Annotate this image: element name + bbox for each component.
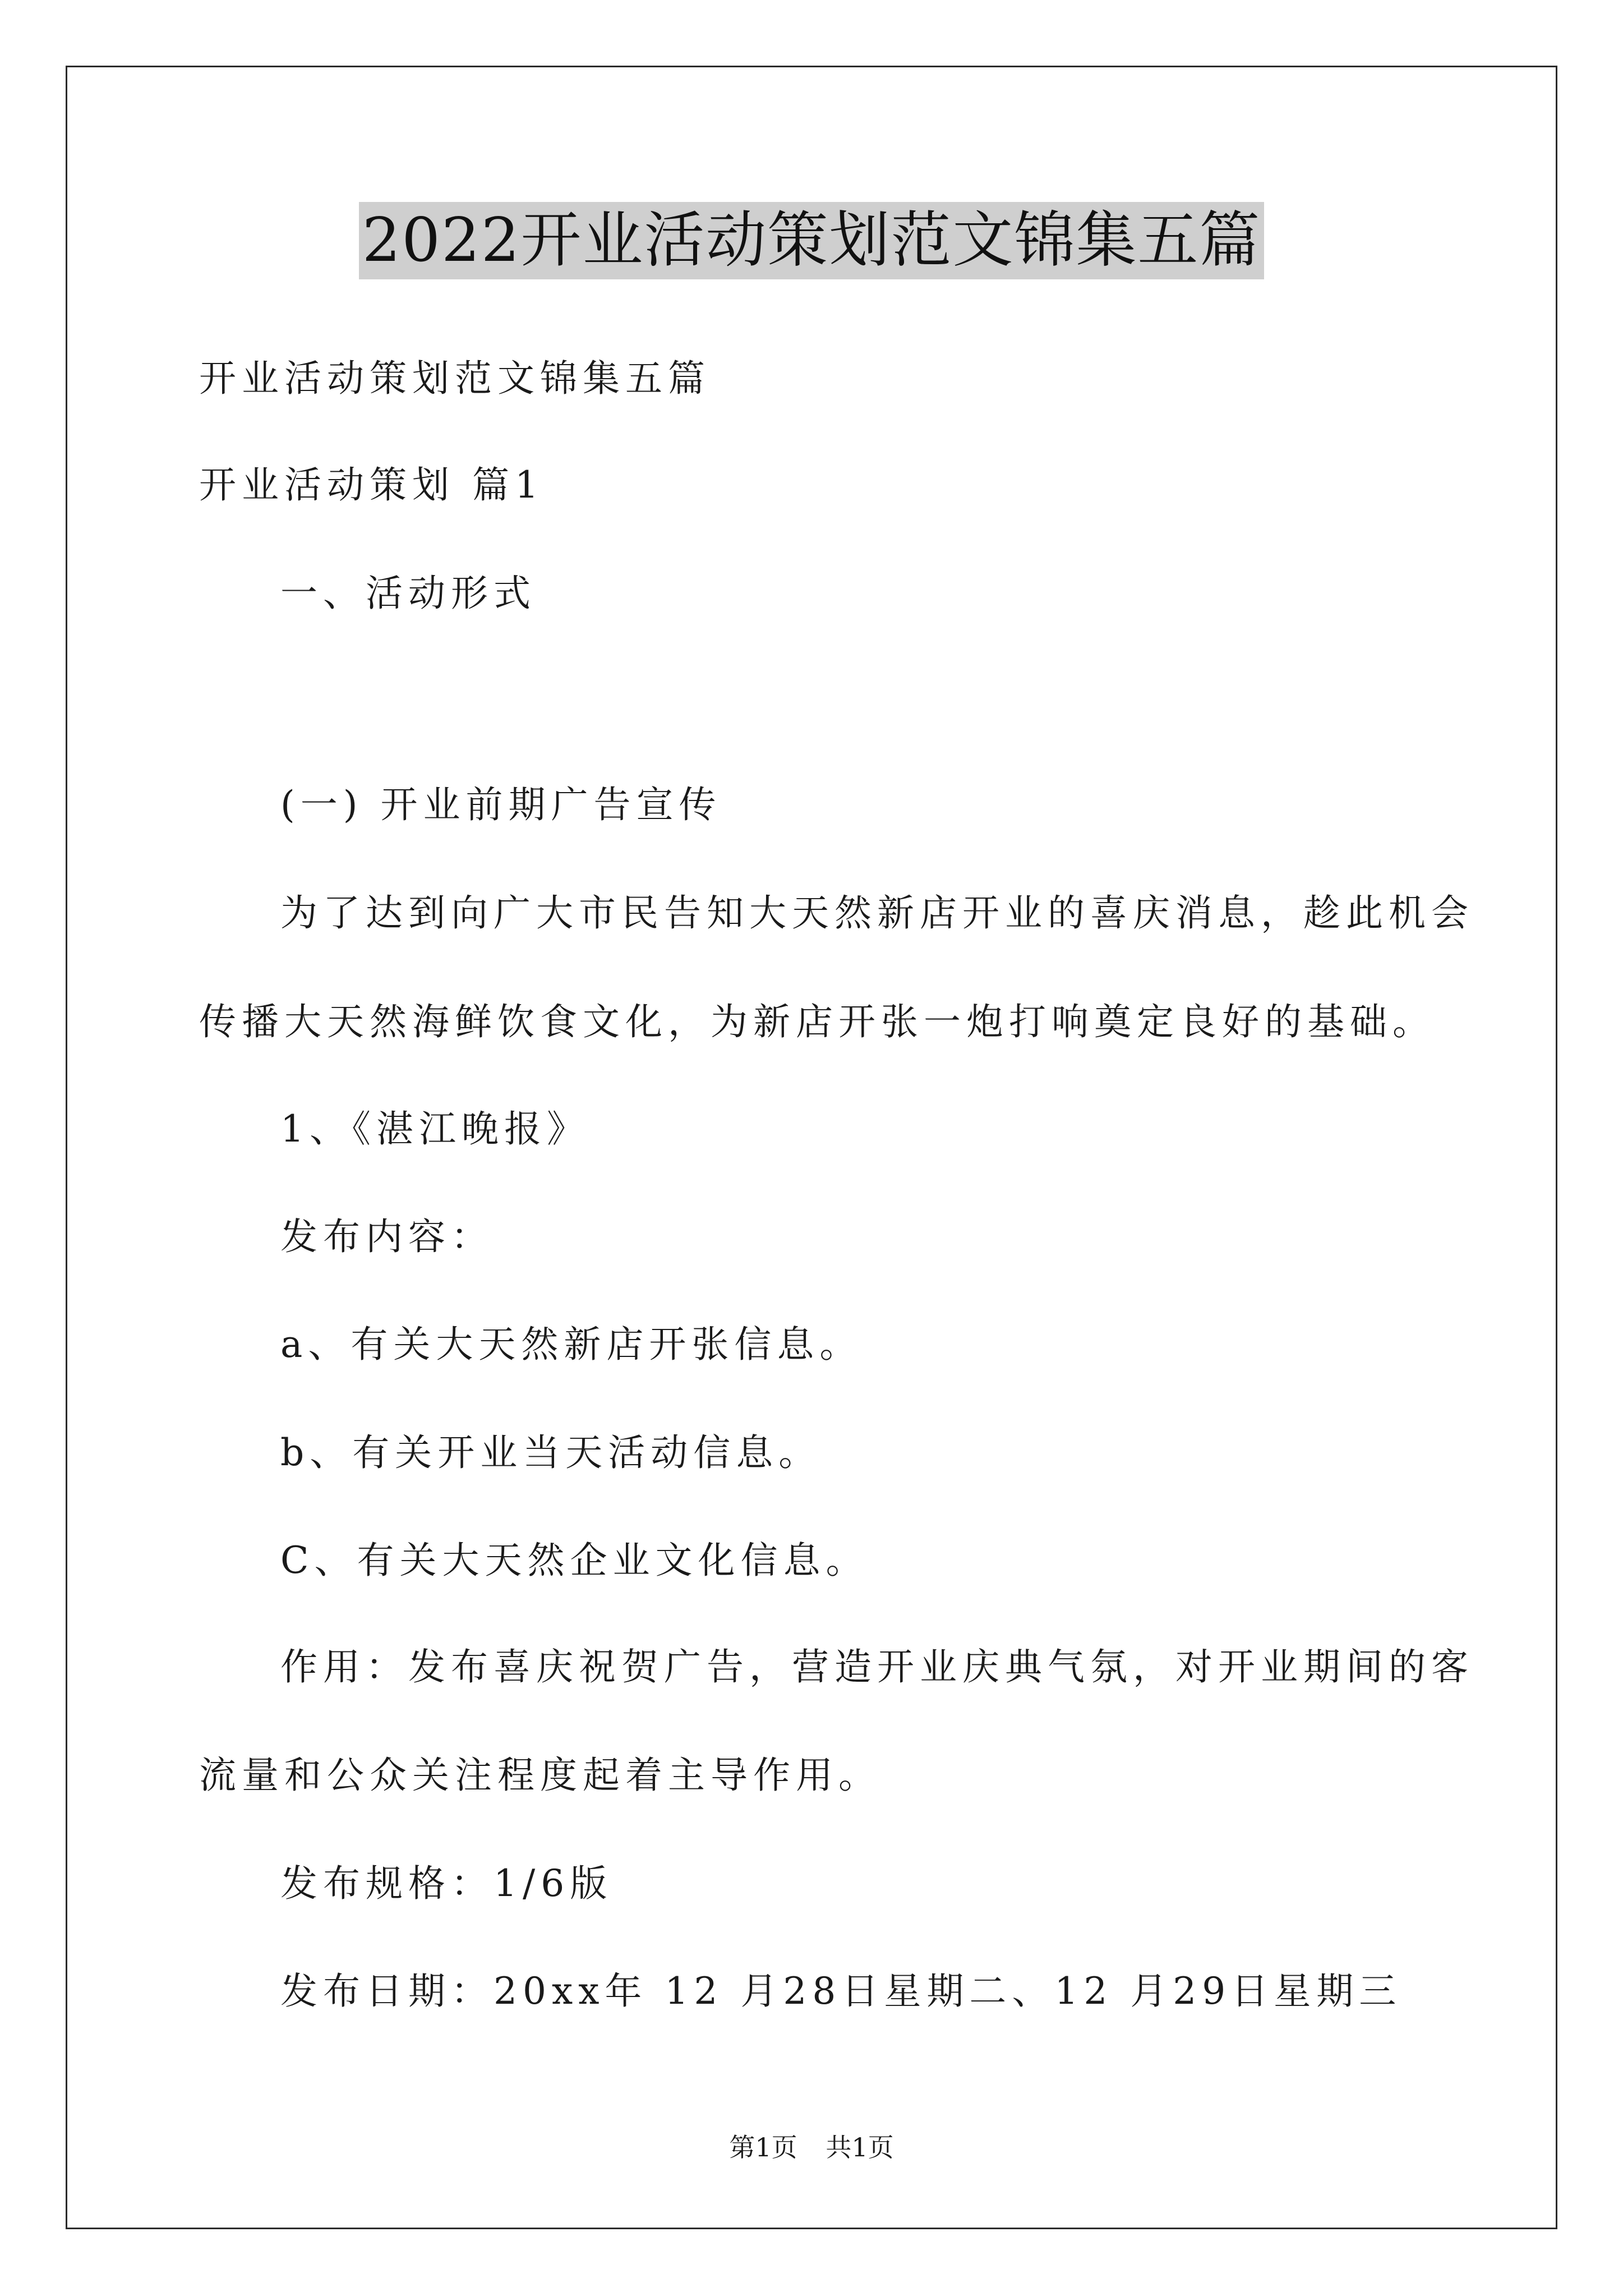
subsection-heading: 一、活动形式 bbox=[280, 572, 536, 615]
list-heading: 1、《湛江晚报》 bbox=[280, 1107, 589, 1151]
page-total: 共1页 bbox=[826, 2132, 894, 2162]
item-heading: (一) 开业前期广告宣传 bbox=[280, 783, 722, 826]
list-item: C、有关大天然企业文化信息。 bbox=[280, 1539, 869, 1582]
paragraph-line: 发布日期：20xx年 12 月28日星期二、12 月29日星期三 bbox=[280, 1970, 1402, 2013]
paragraph-line: 传播大天然海鲜饮食文化，为新店开张一炮打响奠定良好的基础。 bbox=[199, 1000, 1435, 1043]
section-heading: 开业活动策划 篇1 bbox=[199, 463, 544, 507]
list-item: a、有关大天然新店开张信息。 bbox=[280, 1323, 863, 1366]
document-title: 2022开业活动策划范文锦集五篇 bbox=[359, 202, 1265, 279]
paragraph-line: 发布内容： bbox=[280, 1215, 494, 1258]
page-footer bbox=[0, 2132, 1623, 2163]
paragraph-line: 作用：发布喜庆祝贺广告，营造开业庆典气氛，对开业期间的客 bbox=[280, 1645, 1474, 1688]
title-container bbox=[0, 202, 1623, 279]
paragraph-line: 流量和公众关注程度起着主导作用。 bbox=[199, 1754, 881, 1797]
page-number: 第1页 bbox=[729, 2132, 797, 2162]
subtitle-line: 开业活动策划范文锦集五篇 bbox=[199, 357, 711, 400]
list-item: b、有关开业当天活动信息。 bbox=[280, 1431, 822, 1474]
paragraph-line: 为了达到向广大市民告知大天然新店开业的喜庆消息，趁此机会 bbox=[280, 891, 1474, 935]
paragraph-line: 发布规格：1/6版 bbox=[280, 1862, 613, 1905]
